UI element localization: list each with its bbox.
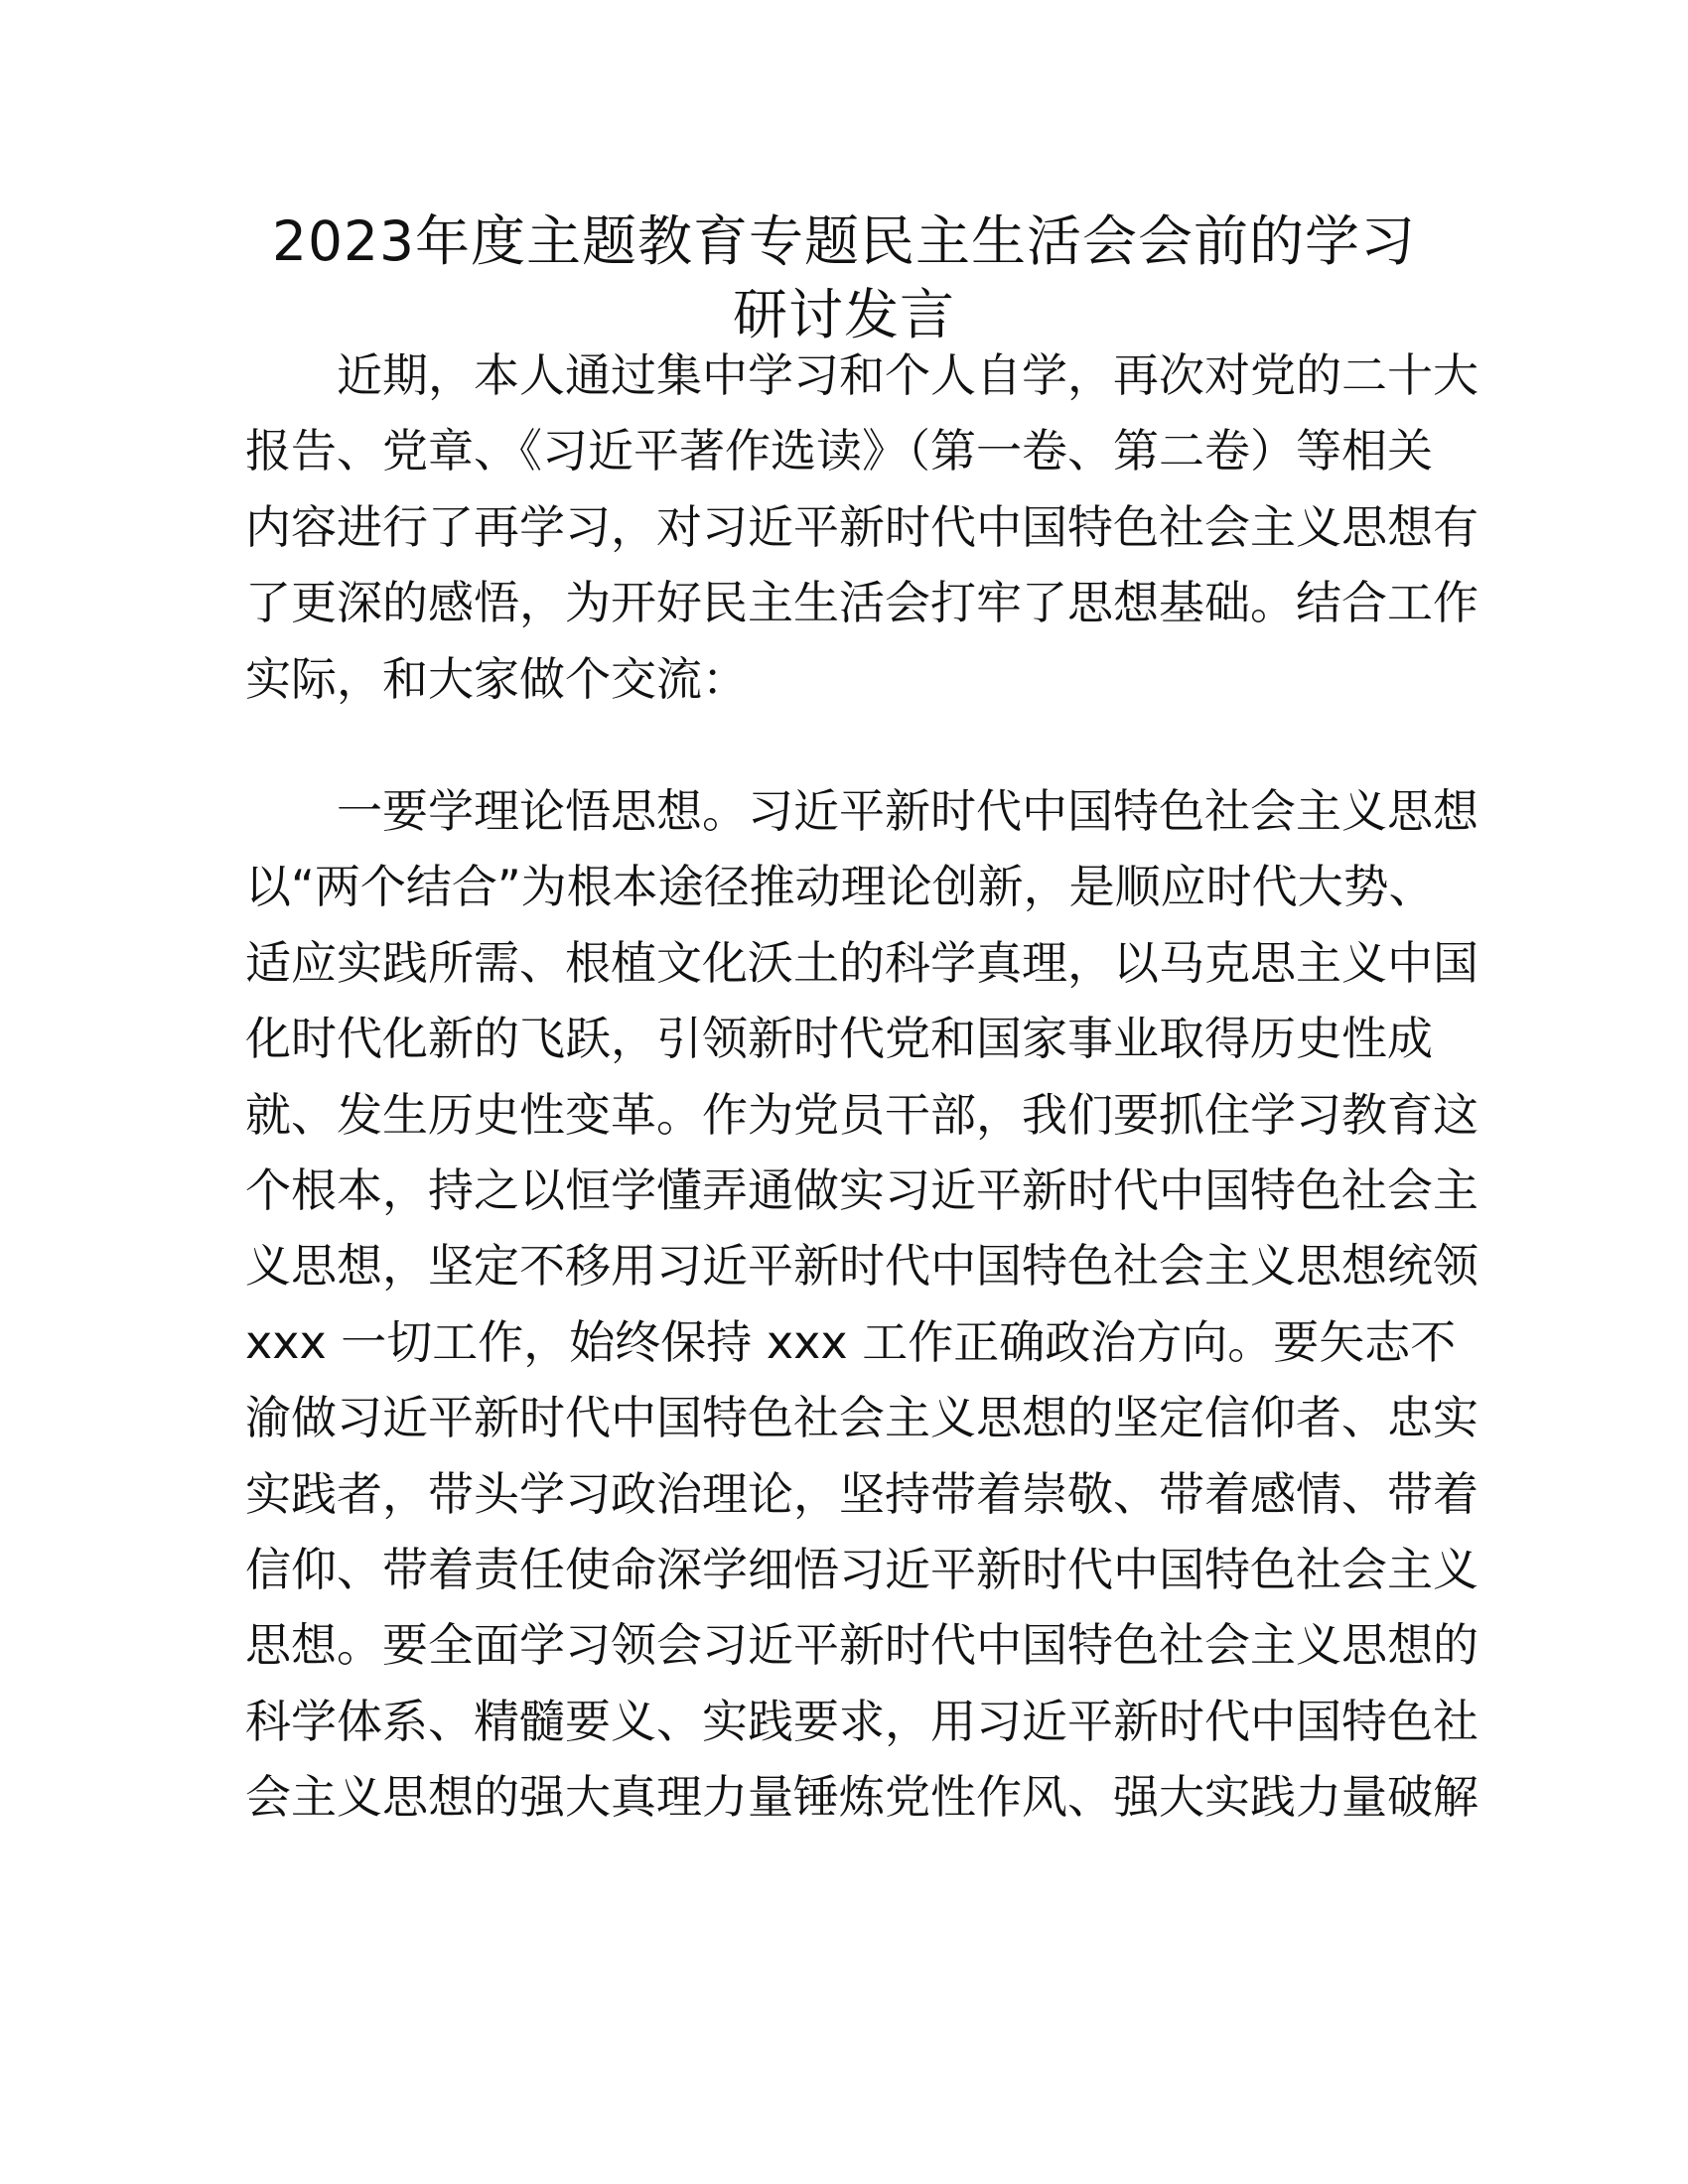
- text-line: 义思想，坚定不移用习近平新时代中国特色社会主义思想统领: [245, 1239, 1478, 1294]
- text-line: 近期，本人通过集中学习和个人自学，再次对党的二十大: [337, 348, 1478, 402]
- text-line: 了更深的感悟，为开好民主生活会打牢了思想基础。结合工作: [245, 576, 1478, 630]
- text-line: 就、发生历史性变革。作为党员干部，我们要抓住学习教育这: [245, 1087, 1478, 1142]
- text-line: 思想。要全面学习领会习近平新时代中国特色社会主义思想的: [245, 1618, 1478, 1673]
- text-line: 科学体系、精髓要义、实践要求，用习近平新时代中国特色社: [245, 1694, 1478, 1748]
- text-line: 实际，和大家做个交流：: [245, 651, 748, 706]
- text-line: 会主义思想的强大真理力量锤炼党性作风、强大实践力量破解: [245, 1770, 1478, 1825]
- text-line: 个根本，持之以恒学懂弄通做实习近平新时代中国特色社会主: [245, 1162, 1478, 1217]
- title-line-1: 2023年度主题教育专题民主生活会会前的学习: [272, 209, 1416, 273]
- text-line: 内容进行了再学习，对习近平新时代中国特色社会主义思想有: [245, 499, 1478, 554]
- text-line: 适应实践所需、根植文化沃土的科学真理，以马克思主义中国: [245, 935, 1478, 990]
- text-line: 报告、党章、《习近平著作选读》（第一卷、第二卷）等相关: [245, 424, 1433, 478]
- paragraph-intro: [245, 338, 1478, 717]
- text-line: 渝做习近平新时代中国特色社会主义思想的坚定信仰者、忠实: [245, 1391, 1478, 1445]
- title-line-2: 研讨发言: [732, 283, 955, 346]
- text-line: 化时代化新的飞跃，引领新时代党和国家事业取得历史性成: [245, 1012, 1433, 1066]
- text-line: 实践者，带头学习政治理论，坚持带着崇敬、带着感情、带着: [245, 1466, 1478, 1521]
- text-line: 一要学理论悟思想。习近平新时代中国特色社会主义思想: [337, 784, 1478, 838]
- text-line: 信仰、带着责任使命深学细悟习近平新时代中国特色社会主义: [245, 1542, 1478, 1596]
- text-line: 以“两个结合”为根本途径推动理论创新，是顺应时代大势、: [245, 860, 1435, 914]
- text-line: xxx 一切工作，始终保持 xxx 工作正确政治方向。要矢志不: [245, 1314, 1457, 1369]
- paragraph-study-theory: [245, 773, 1478, 1835]
- document-title: [0, 205, 1688, 351]
